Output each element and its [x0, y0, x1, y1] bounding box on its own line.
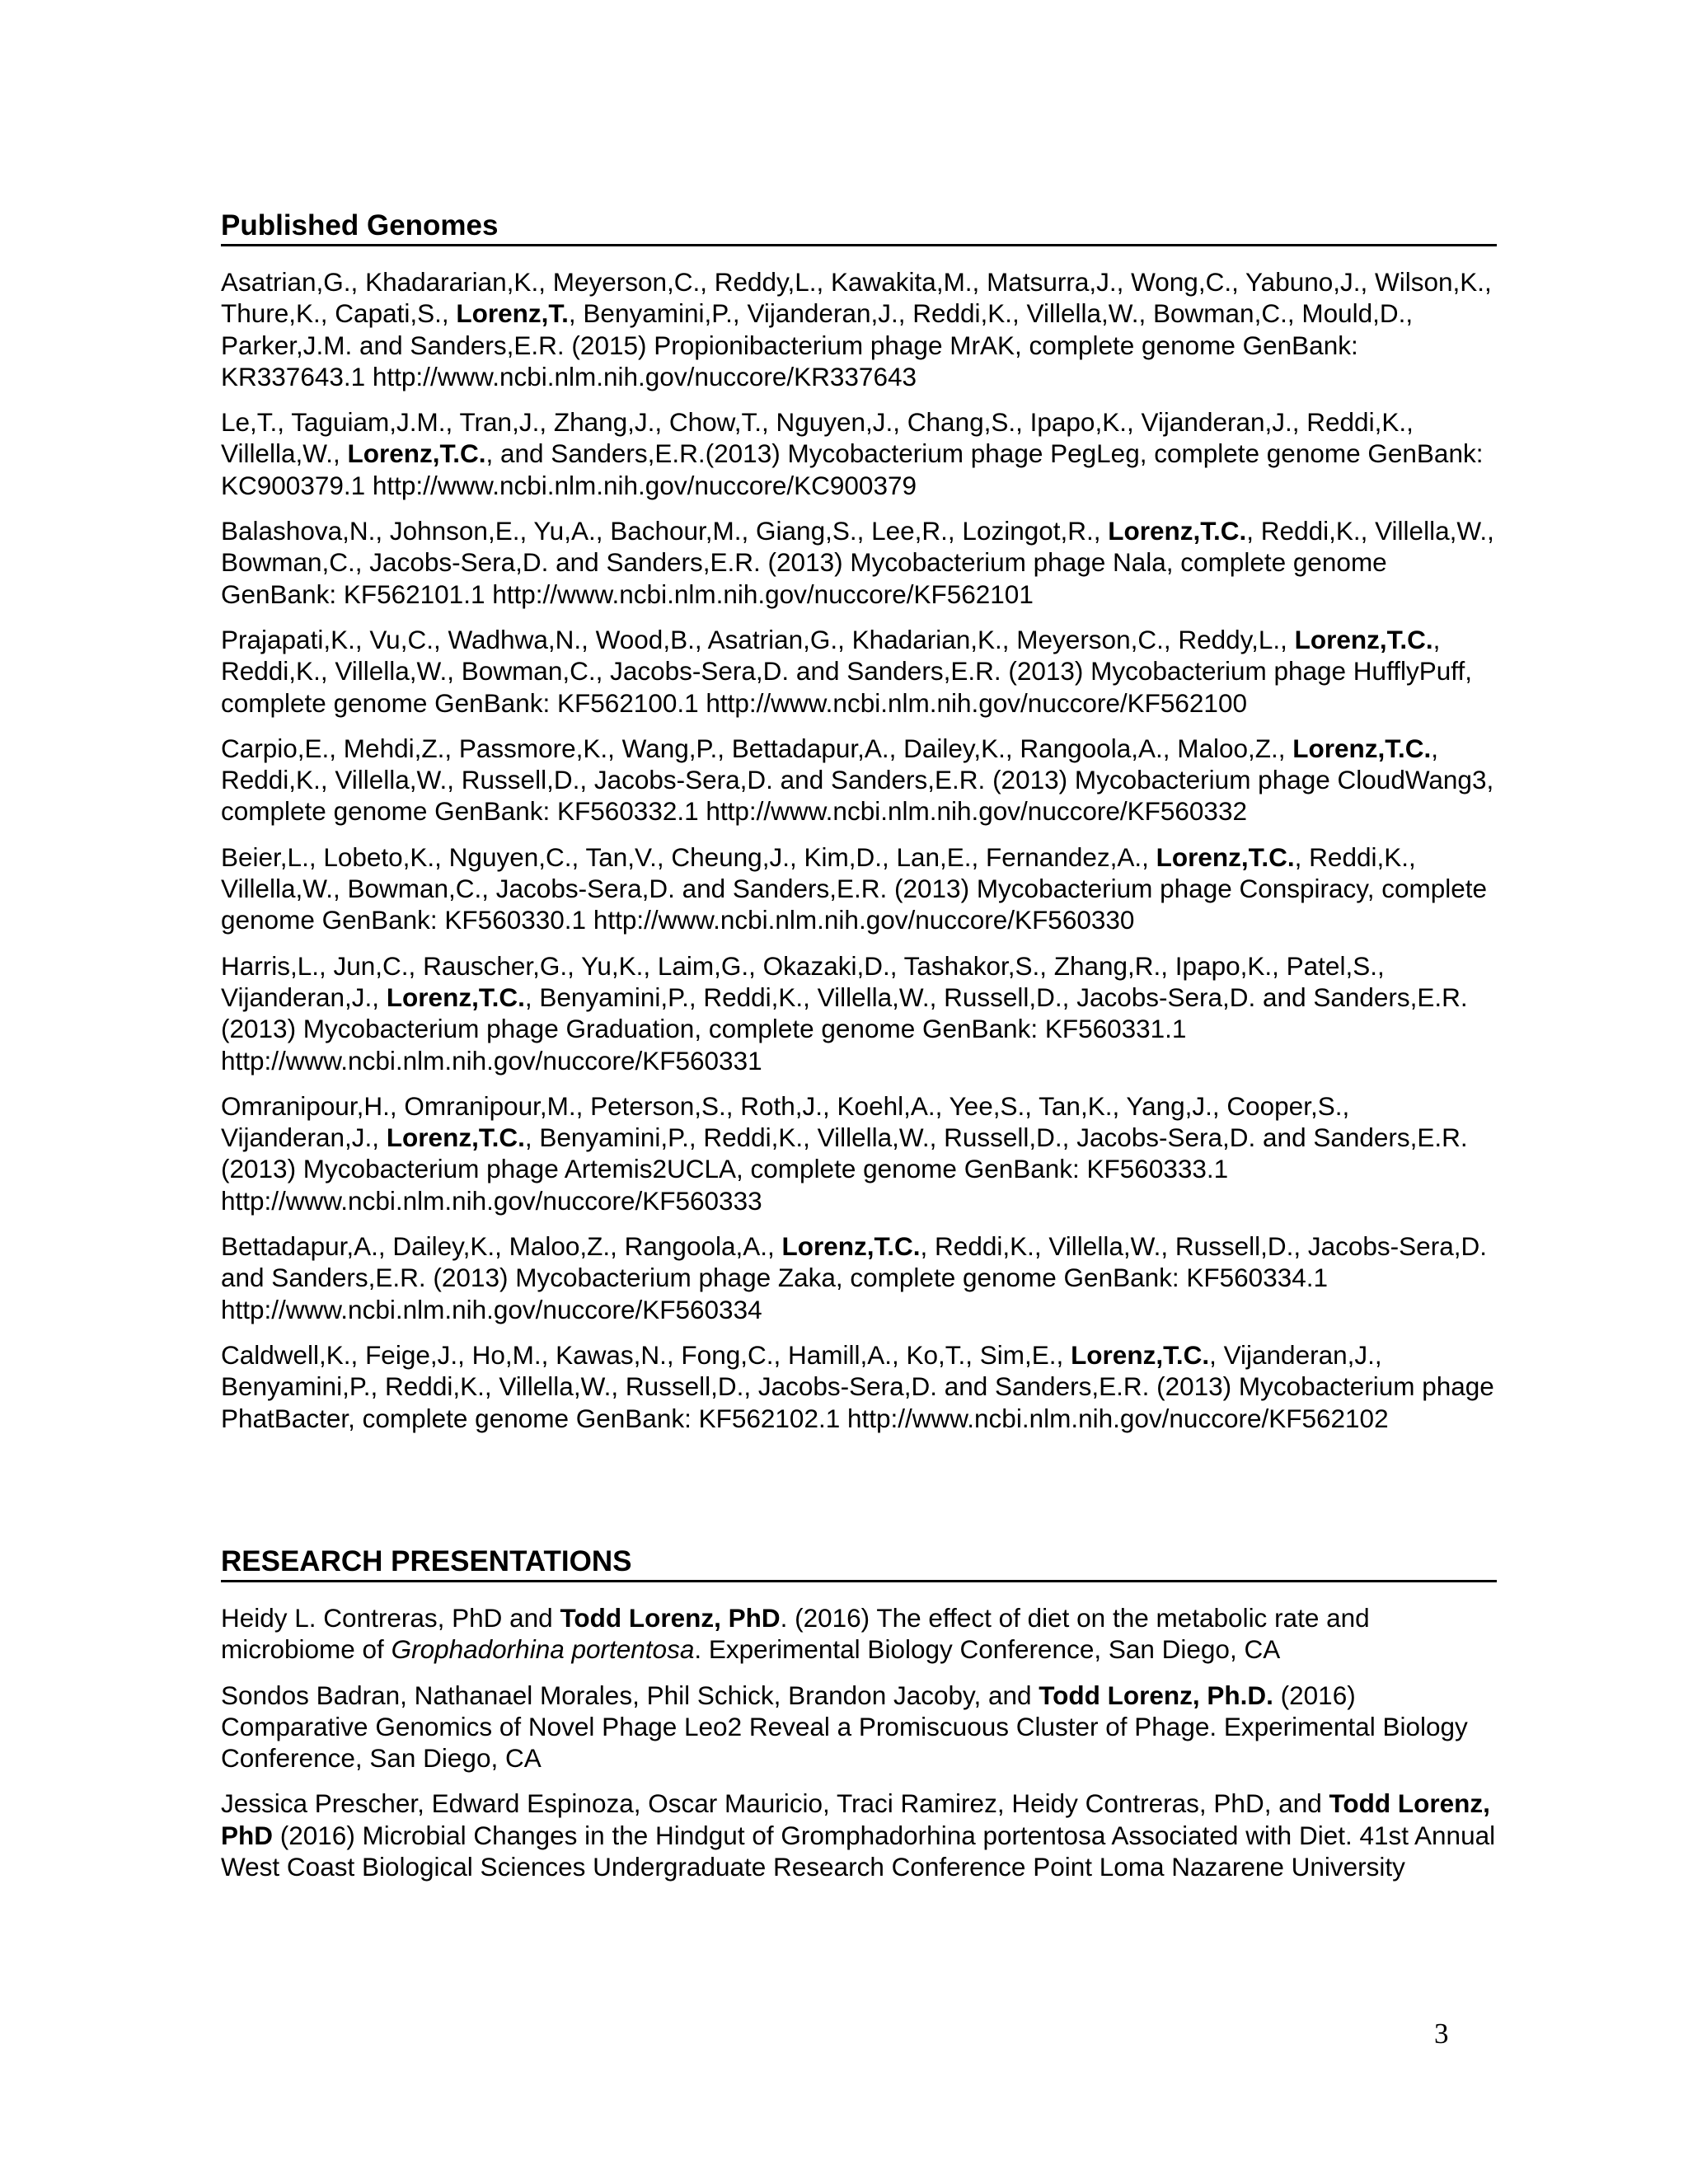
- citation-text: , Reddi,K., Villella,W., Russell,D., Jacobs-Sera,D. and Sanders,E.R. (2013) Mycobacterium phage Zaka, complete genome GenBank: KF560334.1 http://www.ncbi.nlm.nih.gov/nuccore/KF560334: [221, 1231, 1487, 1324]
- author-name-bold: Todd Lorenz, Ph.D.: [1039, 1680, 1273, 1710]
- citation-text: (2016) Microbial Changes in the Hindgut of Gromphadorhina portentosa Associated with Diet. 41st Annual West Coast Biological Sciences Undergraduate Research Conference Point Loma Nazarene University: [221, 1820, 1496, 1882]
- section-heading-published-genomes: Published Genomes: [221, 209, 1497, 246]
- citation-text: , Reddi,K., Villella,W., Bowman,C., Jacobs-Sera,D. and Sanders,E.R. (2013) Mycobacterium phage Nala, complete genome GenBank: KF562101.1 http://www.ncbi.nlm.nih.gov/nuccore/KF562101: [221, 516, 1494, 609]
- author-name-bold: Lorenz,T.C.: [1294, 624, 1433, 654]
- citation-entry: [221, 1090, 1497, 1216]
- genome-entry-list: [221, 266, 1497, 1434]
- author-name-bold: Lorenz,T.: [456, 298, 569, 329]
- author-name-bold: Lorenz,T.C.: [347, 438, 486, 469]
- citation-entry: [221, 1230, 1497, 1325]
- author-name-bold: Lorenz,T.C.: [1156, 841, 1295, 872]
- citation-text: Caldwell,K., Feige,J., Ho,M., Kawas,N., Fong,C., Hamill,A., Ko,T., Sim,E.,: [221, 1339, 1071, 1370]
- author-name-bold: Lorenz,T.C.: [1071, 1339, 1210, 1370]
- citation-entry: [221, 1788, 1497, 1882]
- citation-entry: [221, 733, 1497, 827]
- citation-text: , Reddi,K., Villella,W., Bowman,C., Jacobs-Sera,D. and Sanders,E.R. (2013) Mycobacterium phage Conspiracy, complete genome GenBank: KF560330.1 http://www.ncbi.nlm.nih.gov/nuccore/KF560330: [221, 841, 1488, 935]
- citation-text: , and Sanders,E.R.(2013) Mycobacterium phage PegLeg, complete genome GenBank: KC900379.1 http://www.ncbi.nlm.nih.gov/nuccore/KC900379: [221, 438, 1484, 500]
- citation-text: , Reddi,K., Villella,W., Bowman,C., Jacobs-Sera,D. and Sanders,E.R. (2013) Mycobacterium phage HufflyPuff, complete genome GenBank: KF562100.1 http://www.ncbi.nlm.nih.gov/nuccore/KF562100: [221, 624, 1472, 718]
- page-number: 3: [1434, 2018, 1449, 2050]
- author-name-bold: Lorenz,T.C.: [781, 1231, 921, 1262]
- citation-text: Jessica Prescher, Edward Espinoza, Oscar Mauricio, Traci Ramirez, Heidy Contreras, PhD, and: [221, 1788, 1329, 1819]
- citation-text: Asatrian,G., Khadararian,K., Meyerson,C., Reddy,L., Kawakita,M., Matsurra,J., Wong,C., Yabuno,J., Wilson,K., Thure,K., Capati,S.,: [221, 267, 1492, 329]
- citation-text: . Experimental Biology Conference, San Diego, CA: [694, 1634, 1281, 1665]
- citation-entry: [221, 1680, 1497, 1774]
- author-name-bold: Todd Lorenz, PhD: [560, 1603, 781, 1633]
- citation-entry: [221, 624, 1497, 719]
- section-heading-research-presentations: RESEARCH PRESENTATIONS: [221, 1545, 1497, 1582]
- citation-text: Carpio,E., Mehdi,Z., Passmore,K., Wang,P., Bettadapur,A., Dailey,K., Rangoola,A., Maloo,Z.,: [221, 733, 1293, 763]
- citation-text: Omranipour,H., Omranipour,M., Peterson,S., Roth,J., Koehl,A., Yee,S., Tan,K., Yang,J., Cooper,S., Vijanderan,J.,: [221, 1090, 1350, 1153]
- citation-entry: [221, 841, 1497, 936]
- author-name-bold: Todd Lorenz, PhD: [221, 1788, 1490, 1850]
- author-name-bold: Lorenz,T.C.: [386, 1122, 525, 1153]
- citation-text: , Reddi,K., Villella,W., Russell,D., Jacobs-Sera,D. and Sanders,E.R. (2013) Mycobacterium phage CloudWang3, complete genome GenBank: KF560332.1 http://www.ncbi.nlm.nih.gov/nuccore/KF560332: [221, 733, 1494, 827]
- published-genomes-section: [221, 209, 1497, 1448]
- citation-entry: [221, 515, 1497, 610]
- citation-text: Heidy L. Contreras, PhD and: [221, 1603, 560, 1633]
- author-name-bold: Lorenz,T.C.: [1292, 733, 1432, 763]
- citation-text: Beier,L., Lobeto,K., Nguyen,C., Tan,V., Cheung,J., Kim,D., Lan,E., Fernandez,A.,: [221, 841, 1156, 872]
- citation-text: Harris,L., Jun,C., Rauscher,G., Yu,K., Laim,G., Okazaki,D., Tashakor,S., Zhang,R., Ipapo,K., Patel,S., Vijanderan,J.,: [221, 950, 1385, 1012]
- citation-text: . (2016) The effect of diet on the metabolic rate and microbiome of: [221, 1603, 1370, 1665]
- citation-text: , Benyamini,P., Reddi,K., Villella,W., Russell,D., Jacobs-Sera,D. and Sanders,E.R.(2013) Mycobacterium phage Artemis2UCLA, complete genome GenBank: KF560333.1 http://www.ncbi.nlm.nih.gov/nuccore/KF560333: [221, 1122, 1468, 1216]
- citation-entry: [221, 266, 1497, 392]
- species-name-italic: Grophadorhina portentosa: [391, 1634, 695, 1665]
- citation-entry: [221, 1339, 1497, 1434]
- citation-text: Sondos Badran, Nathanael Morales, Phil Schick, Brandon Jacoby, and: [221, 1680, 1039, 1710]
- citation-text: Bettadapur,A., Dailey,K., Maloo,Z., Rangoola,A.,: [221, 1231, 782, 1262]
- presentation-entry-list: [221, 1602, 1497, 1882]
- author-name-bold: Lorenz,T.C.: [386, 982, 525, 1012]
- citation-text: (2016) Comparative Genomics of Novel Phage Leo2 Reveal a Promiscuous Cluster of Phage. Experimental Biology Conference, San Diego, CA: [221, 1680, 1468, 1774]
- citation-entry: [221, 406, 1497, 501]
- research-presentations-section: [221, 1545, 1497, 1896]
- citation-text: Prajapati,K., Vu,C., Wadhwa,N., Wood,B., Asatrian,G., Khadarian,K., Meyerson,C., Reddy,L.,: [221, 624, 1295, 654]
- citation-text: , Benyamini,P., Reddi,K., Villella,W., Russell,D., Jacobs-Sera,D. and Sanders,E.R.(2013) Mycobacterium phage Graduation, complete genome GenBank: KF560331.1 http://www.ncbi.nlm.nih.gov/nuccore/KF560331: [221, 982, 1468, 1076]
- citation-text: Le,T., Taguiam,J.M., Tran,J., Zhang,J., Chow,T., Nguyen,J., Chang,S., Ipapo,K., Vijanderan,J., Reddi,K., Villella,W.,: [221, 407, 1414, 469]
- citation-entry: [221, 950, 1497, 1076]
- citation-text: Balashova,N., Johnson,E., Yu,A., Bachour,M., Giang,S., Lee,R., Lozingot,R.,: [221, 516, 1109, 546]
- citation-text: , Vijanderan,J., Benyamini,P., Reddi,K., Villella,W., Russell,D., Jacobs-Sera,D. and Sanders,E.R. (2013) Mycobacterium phage PhatBacter, complete genome GenBank: KF562102.1 http://www.ncbi.nlm.nih.gov/nuccore/KF562102: [221, 1339, 1494, 1433]
- citation-entry: [221, 1602, 1497, 1666]
- citation-text: , Benyamini,P., Vijanderan,J., Reddi,K., Villella,W., Bowman,C., Mould,D., Parker,J.M. and Sanders,E.R. (2015) Propionibacterium phage MrAK, complete genome GenBank: KR337643.1 http://www.ncbi.nlm.nih.gov/nuccore/KR337643: [221, 298, 1414, 391]
- author-name-bold: Lorenz,T.C.: [1108, 516, 1247, 546]
